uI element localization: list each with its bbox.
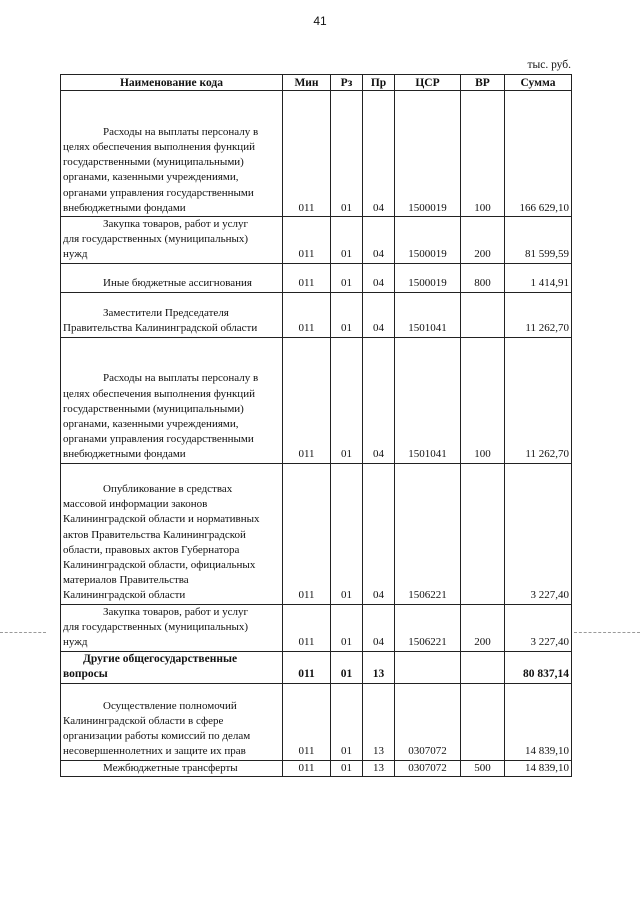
row-pr: 04 <box>363 263 395 292</box>
row-name <box>61 91 283 217</box>
row-sum: 81 599,59 <box>505 217 572 264</box>
row-min: 011 <box>283 604 331 651</box>
row-sum: 3 227,40 <box>505 463 572 604</box>
row-name-line: Иные бюджетные ассигнования <box>103 277 252 290</box>
row-csr: 1501041 <box>395 292 461 337</box>
row-name-line: организации работы комиссий по делам <box>63 730 251 743</box>
row-sum: 14 839,10 <box>505 683 572 760</box>
row-pr: 04 <box>363 337 395 463</box>
row-name-line: для государственных (муниципальных) <box>63 233 249 246</box>
row-name-line: Калининградской области и нормативных <box>63 513 260 526</box>
row-min: 011 <box>283 463 331 604</box>
row-name-line: государственными (муниципальными) <box>63 402 244 415</box>
row-sum: 166 629,10 <box>505 91 572 217</box>
row-name-line: актов Правительства Калининградской <box>63 528 246 541</box>
row-sum: 11 262,70 <box>505 337 572 463</box>
row-min: 011 <box>283 683 331 760</box>
row-vr <box>461 463 505 604</box>
row-name-line: Калининградской области <box>63 589 186 602</box>
row-min: 011 <box>283 292 331 337</box>
row-min: 011 <box>283 651 331 683</box>
row-name-line: Опубликование в средствах <box>103 482 233 495</box>
page-number: 41 <box>313 14 327 28</box>
row-name <box>61 683 283 760</box>
table-row <box>61 760 572 776</box>
row-rz: 01 <box>331 91 363 217</box>
row-name <box>61 337 283 463</box>
table-row <box>61 292 572 337</box>
row-name-line: материалов Правительства <box>63 574 189 587</box>
row-name <box>61 651 283 683</box>
row-csr <box>395 651 461 683</box>
row-name-line: нужд <box>63 248 88 261</box>
row-vr: 200 <box>461 604 505 651</box>
row-pr: 04 <box>363 292 395 337</box>
row-name <box>61 760 283 776</box>
header-rz: Рз <box>331 75 363 91</box>
row-name <box>61 463 283 604</box>
row-name-line: несовершеннолетних и защите их прав <box>63 745 246 758</box>
budget-table <box>60 74 572 777</box>
row-name <box>61 263 283 292</box>
row-name-line: Другие общегосударственные <box>83 653 238 666</box>
row-name-line: вопросы <box>63 668 108 681</box>
scan-artifact-line-left <box>0 632 46 633</box>
header-pr: Пр <box>363 75 395 91</box>
row-name-line: органами управления государственными <box>63 186 254 199</box>
row-pr: 04 <box>363 463 395 604</box>
row-rz: 01 <box>331 683 363 760</box>
row-pr: 13 <box>363 651 395 683</box>
row-pr: 04 <box>363 604 395 651</box>
row-min: 011 <box>283 91 331 217</box>
row-vr <box>461 292 505 337</box>
row-min: 011 <box>283 337 331 463</box>
row-sum: 11 262,70 <box>505 292 572 337</box>
row-vr: 500 <box>461 760 505 776</box>
table-row <box>61 683 572 760</box>
row-name <box>61 292 283 337</box>
table-row-section-total <box>61 651 572 683</box>
row-csr: 1501041 <box>395 337 461 463</box>
header-sum: Сумма <box>505 75 572 91</box>
row-vr <box>461 683 505 760</box>
row-pr: 13 <box>363 683 395 760</box>
row-name-line: массовой информации законов <box>63 498 208 511</box>
row-min: 011 <box>283 760 331 776</box>
row-name-line: Межбюджетные трансферты <box>103 761 238 774</box>
row-rz: 01 <box>331 463 363 604</box>
table-row <box>61 604 572 651</box>
row-name-line: Закупка товаров, работ и услуг <box>103 606 248 618</box>
table-row <box>61 217 572 264</box>
header-min: Мин <box>283 75 331 91</box>
row-name-line: органами, казенными учреждениями, <box>63 418 239 430</box>
row-min: 011 <box>283 217 331 264</box>
row-name-line: Расходы на выплаты персоналу в <box>103 125 259 138</box>
row-csr: 1506221 <box>395 463 461 604</box>
row-name-line: Заместители Председателя <box>103 307 229 320</box>
row-name-line: нужд <box>63 636 88 649</box>
row-name-line: целях обеспечения выполнения функций <box>63 140 255 153</box>
row-csr: 1500019 <box>395 91 461 217</box>
row-csr: 0307072 <box>395 760 461 776</box>
row-csr: 1500019 <box>395 263 461 292</box>
row-rz: 01 <box>331 604 363 651</box>
row-vr: 100 <box>461 337 505 463</box>
row-name-line: Закупка товаров, работ и услуг <box>103 218 248 230</box>
row-pr: 04 <box>363 91 395 217</box>
row-name <box>61 217 283 264</box>
row-name-line: Правительства Калининградской области <box>63 322 258 335</box>
row-name-line: органами управления государственными <box>63 433 254 446</box>
row-name-line: органами, казенными учреждениями, <box>63 171 239 184</box>
unit-note: тыс. руб. <box>527 59 571 71</box>
scan-artifact-line-right <box>574 632 640 633</box>
table-header-row <box>61 75 572 91</box>
row-name <box>61 604 283 651</box>
row-rz: 01 <box>331 263 363 292</box>
row-rz: 01 <box>331 292 363 337</box>
row-name-line: для государственных (муниципальных) <box>63 621 249 634</box>
row-vr: 800 <box>461 263 505 292</box>
row-name-line: области, правовых актов Губернатора <box>63 543 240 556</box>
row-rz: 01 <box>331 760 363 776</box>
row-csr: 1506221 <box>395 604 461 651</box>
row-name-line: внебюджетными фондами <box>63 448 186 461</box>
row-name-line: Осуществление полномочий <box>103 699 237 712</box>
row-sum: 14 839,10 <box>505 760 572 776</box>
row-rz: 01 <box>331 337 363 463</box>
row-name-line: Калининградской области в сфере <box>63 715 224 727</box>
row-min: 011 <box>283 263 331 292</box>
table-row <box>61 263 572 292</box>
row-sum: 1 414,91 <box>505 263 572 292</box>
row-rz: 01 <box>331 217 363 264</box>
row-name-line: внебюджетными фондами <box>63 201 186 214</box>
row-rz: 01 <box>331 651 363 683</box>
row-name-line: Расходы на выплаты персоналу в <box>103 372 259 385</box>
row-name-line: Калининградской области, официальных <box>63 559 256 571</box>
table-row <box>61 463 572 604</box>
row-pr: 13 <box>363 760 395 776</box>
row-sum: 80 837,14 <box>505 651 572 683</box>
row-csr: 1500019 <box>395 217 461 264</box>
row-vr: 100 <box>461 91 505 217</box>
row-name-line: государственными (муниципальными) <box>63 156 244 169</box>
row-vr: 200 <box>461 217 505 264</box>
row-sum: 3 227,40 <box>505 604 572 651</box>
row-vr <box>461 651 505 683</box>
row-name-line: целях обеспечения выполнения функций <box>63 387 255 400</box>
table-row <box>61 91 572 217</box>
row-csr: 0307072 <box>395 683 461 760</box>
header-vr: ВР <box>461 75 505 91</box>
header-csr: ЦСР <box>395 75 461 91</box>
row-pr: 04 <box>363 217 395 264</box>
header-name: Наименование кода <box>61 75 283 91</box>
table-row <box>61 337 572 463</box>
